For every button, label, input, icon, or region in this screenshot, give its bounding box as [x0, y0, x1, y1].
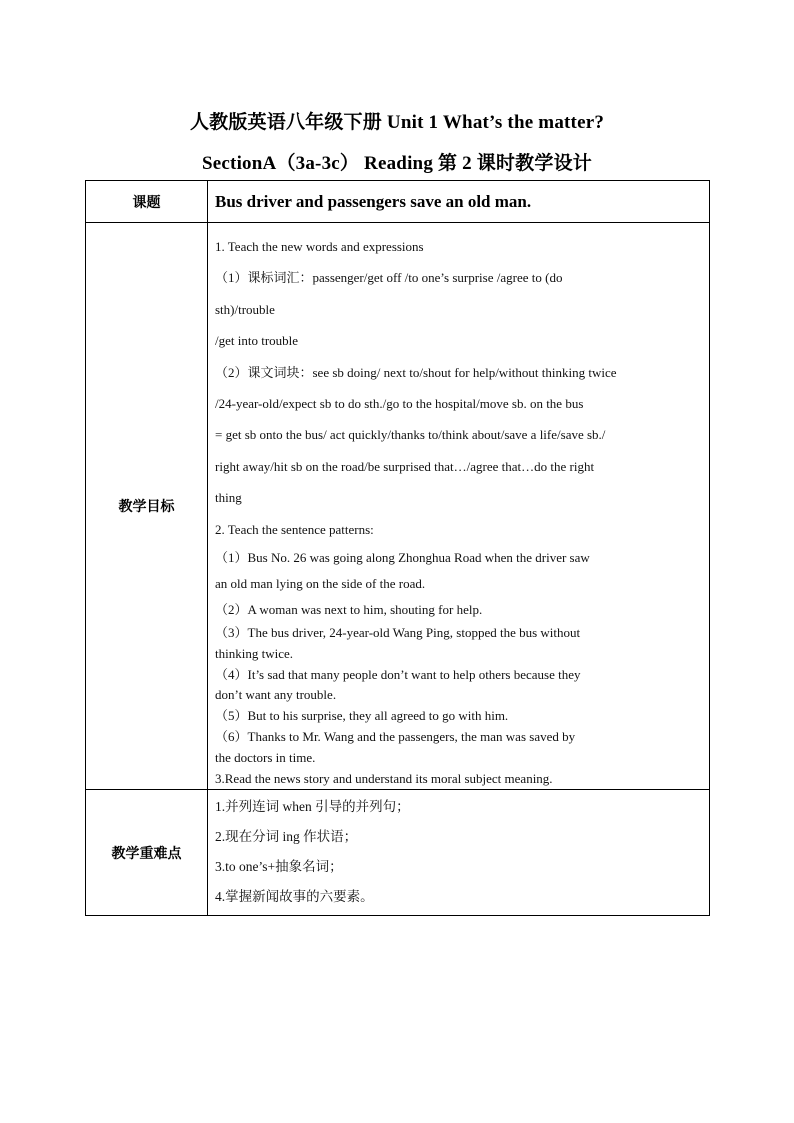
goals-chunks-line-3: = get sb onto the bus/ act quickly/thanks to/think about/save a life/save sb./ — [215, 427, 606, 443]
document-subtitle: SectionA（3a-3c） Reading 第 2 课时教学设计 — [202, 153, 592, 174]
lesson-plan-table — [85, 180, 710, 916]
goals-sentence-4a: （4）It’s sad that many people don’t want to help others because they — [215, 666, 581, 682]
topic-cell — [208, 181, 710, 223]
table-row-focus — [86, 790, 710, 916]
goals-sentence-3b: thinking twice. — [215, 645, 293, 661]
goals-sentence-6a: （6）Thanks to Mr. Wang and the passengers, the man was saved by — [215, 729, 576, 745]
goals-sentence-4b: don’t want any trouble. — [215, 687, 337, 703]
goals-chunks-line-5: thing — [215, 490, 242, 506]
goals-sentence-1a: （1）Bus No. 26 was going along Zhonghua Road when the driver saw — [215, 550, 590, 566]
goals-words-heading: 1. Teach the new words and expressions — [215, 239, 424, 254]
focus-label: 教学重难点 — [86, 790, 208, 916]
focus-item-1: 1.并列连词 when 引导的并列句； — [215, 799, 410, 815]
goals-sentence-6b: the doctors in time. — [215, 749, 316, 765]
goals-reading: 3.Read the news story and understand its moral subject meaning. — [215, 770, 553, 786]
focus-cell — [208, 790, 710, 916]
goals-vocab-line-3: /get into trouble — [215, 333, 299, 349]
document-title: 人教版英语八年级下册 Unit 1 What’s the matter? — [189, 112, 605, 133]
goals-sentence-1b: an old man lying on the side of the road. — [215, 576, 426, 592]
goals-cell — [208, 223, 710, 790]
topic-label: 课题 — [86, 181, 208, 223]
goals-patterns-heading: 2. Teach the sentence patterns: — [215, 521, 374, 537]
goals-vocab-line-2: sth)/trouble — [215, 301, 275, 317]
focus-content — [208, 790, 709, 912]
focus-item-2: 2.现在分词 ing 作状语； — [215, 829, 358, 845]
table-row-topic — [86, 181, 710, 223]
goals-chunks-line-4: right away/hit sb on the road/be surprised that…/agree that…do the right — [215, 458, 595, 474]
topic-value: Bus driver and passengers save an old man. — [215, 192, 532, 211]
goals-label: 教学目标 — [86, 223, 208, 790]
goals-vocab-line-1: （1）课标词汇：passenger/get off /to one’s surprise /agree to (do — [215, 270, 563, 286]
focus-item-4: 4.掌握新闻故事的六要素。 — [215, 889, 374, 905]
goals-content — [208, 223, 709, 789]
goals-chunks-line-1: （2）课文词块：see sb doing/ next to/shout for help/without thinking twice — [215, 364, 617, 380]
focus-item-3: 3.to one’s+抽象名词； — [215, 859, 343, 875]
table-row-goals — [86, 223, 710, 790]
goals-chunks-line-2: /24-year-old/expect sb to do sth./go to the hospital/move sb. on the bus — [215, 396, 584, 412]
goals-sentence-5: （5）But to his surprise, they all agreed to go with him. — [215, 708, 509, 724]
goals-sentence-3a: （3）The bus driver, 24-year-old Wang Ping, stopped the bus without — [215, 625, 581, 641]
goals-sentence-2: （2）A woman was next to him, shouting for help. — [215, 602, 483, 618]
